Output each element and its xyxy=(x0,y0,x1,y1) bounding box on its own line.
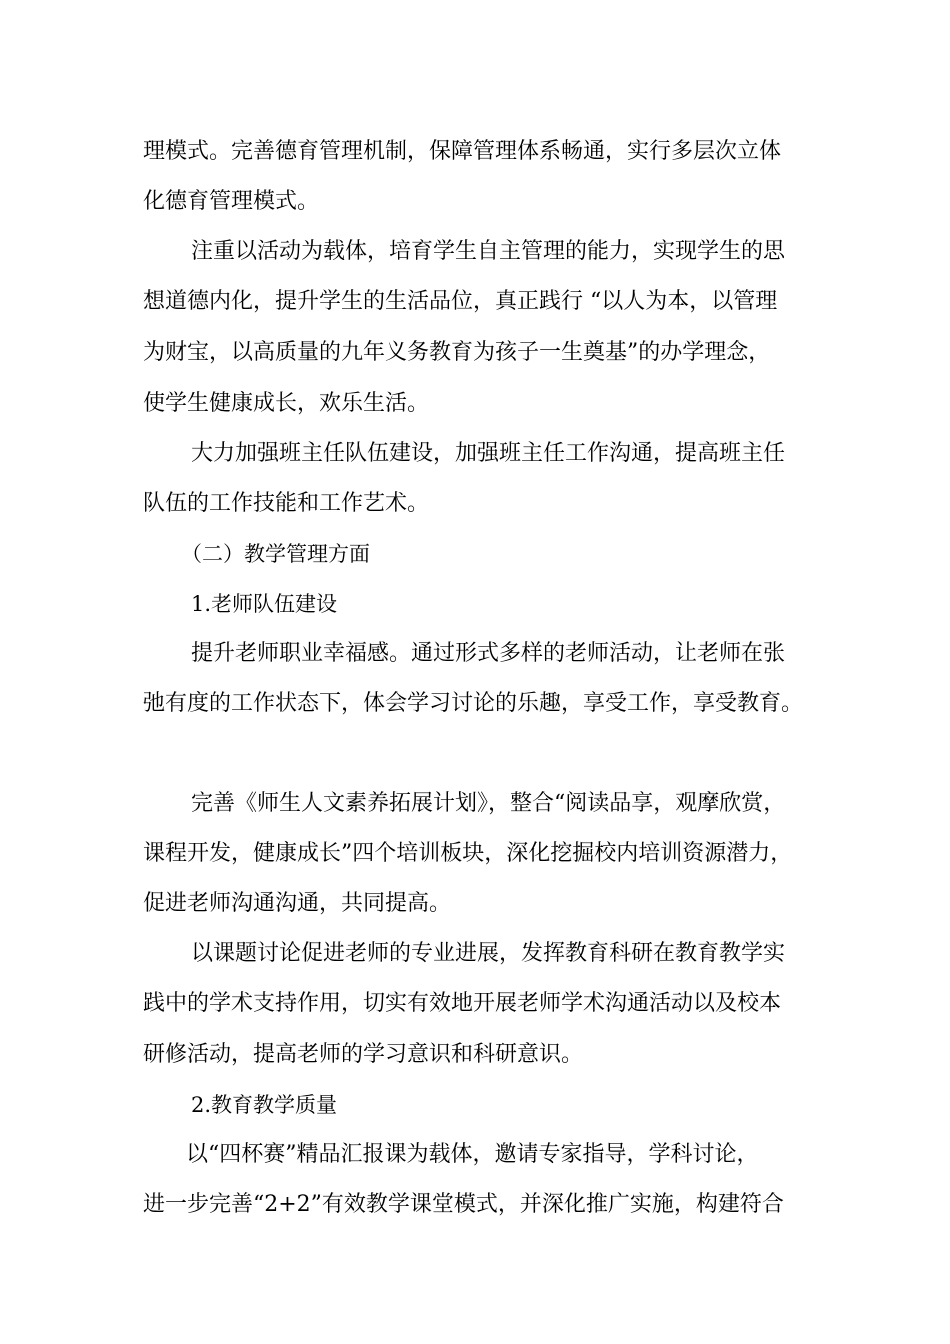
paragraph-start-line: 完善《师生人文素养拓展计划》，整合“阅读品享，观摩欣赏， xyxy=(191,791,786,816)
paragraph-start-line: 以“四杯赛”精品汇报课为载体，邀请专家指导，学科讨论， xyxy=(186,1142,759,1167)
text-line: 队伍的工作技能和工作艺术。 xyxy=(143,491,430,516)
text-line: 课程开发，健康成长”四个培训板块，深化挖掘校内培训资源潜力， xyxy=(143,841,793,866)
text-line: 促进老师沟通沟通，共同提高。 xyxy=(143,891,452,916)
paragraph-start-line: 以课题讨论促进老师的专业进展，发挥教育科研在教育教学实 xyxy=(191,941,786,966)
paragraph-start-line: 提升老师职业幸福感。通过形式多样的老师活动，让老师在张 xyxy=(191,641,786,666)
subsection-heading: 2.教育教学质量 xyxy=(191,1093,338,1117)
text-line: 弛有度的工作状态下，体会学习讨论的乐趣，享受工作，享受教育。 xyxy=(143,691,804,716)
text-line: 化德育管理模式。 xyxy=(143,189,320,214)
text-line: 使学生健康成长，欢乐生活。 xyxy=(143,391,430,416)
paragraph-start-line: 注重以活动为载体，培育学生自主管理的能力，实现学生的思 xyxy=(191,239,786,264)
section-heading: （二）教学管理方面 xyxy=(181,542,370,566)
text-line: 研修活动，提高老师的学习意识和科研意识。 xyxy=(143,1042,584,1067)
text-line: 进一步完善“2+2”有效教学课堂模式，并深化推广实施，构建符合 xyxy=(143,1192,784,1217)
paragraph-start-line: 大力加强班主任队伍建设，加强班主任工作沟通，提高班主任 xyxy=(191,441,786,466)
text-line: 为财宝，以高质量的九年义务教育为孩子一生奠基”的办学理念， xyxy=(143,340,771,365)
text-line: 践中的学术支持作用，切实有效地开展老师学术沟通活动以及校本 xyxy=(143,991,782,1016)
text-line: 理模式。完善德育管理机制，保障管理体系畅通，实行多层次立体 xyxy=(143,139,782,164)
subsection-heading: 1.老师队伍建设 xyxy=(191,592,338,616)
text-line: 想道德内化，提升学生的生活品位，真正践行 “以人为本，以管理 xyxy=(143,289,778,314)
